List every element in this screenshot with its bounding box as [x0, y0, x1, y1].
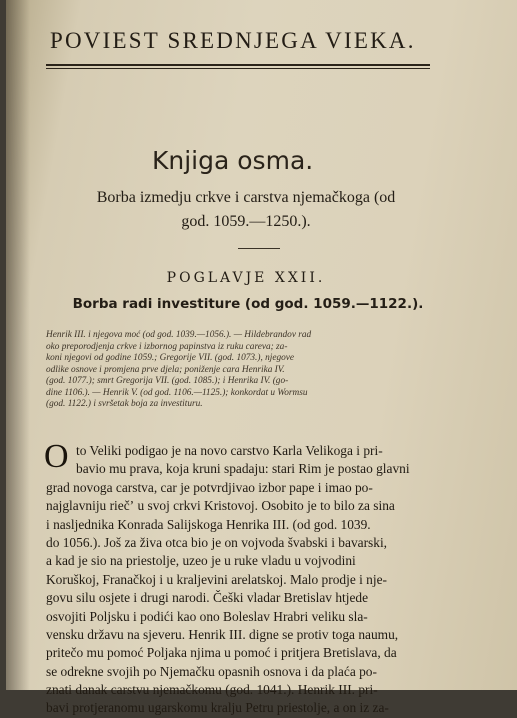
body-line: a kad je sio na priestolje, uzeo je u ruke vladu u vojvodini — [46, 553, 356, 569]
subtitle-line: Borba izmedju crkve i carstva njemačkoga (od — [96, 189, 396, 206]
section-divider — [238, 248, 280, 249]
book-title: Knjiga osma. — [152, 146, 314, 175]
chapter-title: Borba radi investiture (od god. 1059.—1122.). — [72, 296, 424, 312]
summary-line: Henrik III. i njegova moć (od god. 1039.—1056.). — Hildebrandov rad — [46, 330, 312, 340]
page-gutter-shadow — [6, 0, 30, 690]
body-line: to Veliki podigao je na novo carstvo Karla Velikoga i pri- — [76, 443, 383, 458]
summary-line: odlike osnove i promjena prve djela; poniženje cara Henrika IV. — [46, 364, 285, 375]
drop-cap: O — [44, 438, 69, 475]
body-line: pritečo mu pomoć Poljaka njima u pomoć i pritjera Bretislava, da — [46, 645, 397, 661]
chapter-summary — [46, 330, 446, 411]
body-line: osvojiti Poljsku i podići kao ono Boleslav Hrabri veliku sla- — [46, 608, 368, 624]
header-rule-thin — [46, 68, 430, 69]
summary-line: dine 1106.). — Henrik V. (od god. 1106.—1125.); konkordat u Wormsu — [46, 387, 308, 398]
body-line: najglavniju riečʼ u svoj crkvi Kristovoj. Osobito je to bilo za sina — [46, 498, 395, 514]
body-line: bavio mu prava, koja kruni spadaju: stari Rim je postao glavni — [76, 461, 410, 477]
summary-line: (god. 1122.) i svršetak boja za investituru. — [46, 399, 203, 409]
summary-line: (god. 1077.); smrt Gregorija VII. (god. 1085.); i Henrika IV. (go- — [46, 376, 289, 386]
body-line: govu silu osjete i drugi narodi. Češki vladar Bretislav htjede — [46, 590, 369, 606]
body-line: se odrekne svojih po Njemačku opasnih osnova i da plaća po- — [46, 663, 377, 679]
subtitle-line: god. 1059.—1250.). — [181, 213, 311, 230]
summary-line: oko preporodjenja crkve i izbornog papinstva iz ruku careva; za- — [46, 341, 288, 352]
header-rule — [46, 64, 430, 66]
body-line: bavi protjeranomu ugarskomu kralju Petru priestolje, a on iz za- — [46, 700, 389, 716]
body-text — [44, 438, 454, 718]
body-line: vensku državu na sjeveru. Henrik III. digne se protiv toga naumu, — [46, 626, 399, 642]
body-line: do 1056.). Još za živa otca bio je on vojvoda švabski i bavarski, — [46, 534, 388, 550]
book-page — [6, 0, 517, 716]
body-line: grad novoga carstva, car je potvrdjivao izbor pape i imao po- — [46, 479, 373, 495]
summary-line: koni njegovi od godine 1059.; Gregorije VII. (god. 1073.), njegove — [46, 353, 295, 363]
body-line: i nasljednika Konrada Salijskoga Henrika III. (od god. 1039. — [46, 516, 371, 532]
chapter-label: POGLAVJE XXII. — [166, 270, 326, 286]
body-line: znati danak carstvu njemačkomu (god. 1041.). Henrik III. pri- — [46, 682, 378, 698]
book-subtitle — [46, 186, 446, 234]
body-line: Koruškoj, Franačkoj i u kraljevini arelatskoj. Malo prodje i nje- — [46, 571, 388, 587]
running-header: POVIEST SREDNJEGA VIEKA. — [50, 28, 416, 53]
